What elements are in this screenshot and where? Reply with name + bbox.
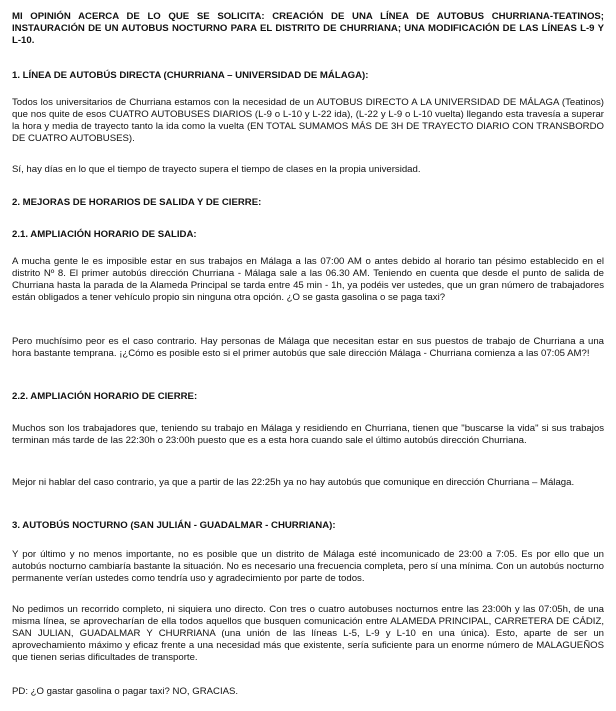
section-2-heading: 2. MEJORAS DE HORARIOS DE SALIDA Y DE CIERRE: [12, 197, 262, 208]
section-2-1-paragraph-1: A mucha gente le es imposible estar en sus trabajos en Málaga a las 07:00 AM o antes debido al horario tan pésimo establecido en el distrito Nº 8. El primer autobús dirección Churriana - Málaga sale a las 06.30 AM. Teniendo en cuenta que desde el punto de salida de Churriana hasta la parada de la Alameda Principal se tarda entre 45 min - 1h, ya podéis ver ustedes, que un gran número de trabajadores están obligados a tener vehículo propio sin ninguna otra opción. ¿O se gasta gasolina o se paga taxi? [12, 256, 604, 303]
section-2-1-heading: 2.1. AMPLIACIÓN HORARIO DE SALIDA: [12, 229, 197, 240]
section-3-heading: 3. AUTOBÚS NOCTURNO (SAN JULIÁN - GUADALMAR - CHURRIANA): [12, 520, 336, 531]
section-1-heading: 1. LÍNEA DE AUTOBÚS DIRECTA (CHURRIANA – UNIVERSIDAD DE MÁLAGA): [12, 70, 369, 81]
postscript: PD: ¿O gastar gasolina o pagar taxi? NO, GRACIAS. [12, 686, 239, 697]
section-2-1-paragraph-2: Pero muchísimo peor es el caso contrario. Hay personas de Málaga que necesitan estar en sus puestos de trabajo de Churriana a una hora bastante temprana. ¡¿Cómo es posible esto si el primer autobús que sale dirección Málaga - Churriana comienza a las 07:05 AM?! [12, 336, 604, 359]
document-title: MI OPINIÓN ACERCA DE LO QUE SE SOLICITA: CREACIÓN DE UNA LÍNEA DE AUTOBUS CHURRIANA-TEATINOS; INSTAURACIÓN DE UN AUTOBUS NOCTURNO PARA EL DISTRITO DE CHURRIANA; UNA MODIFICACIÓN DE LAS LÍNEAS L-9 Y L-10. [12, 11, 604, 46]
section-3-paragraph-2: No pedimos un recorrido completo, ni siquiera uno directo. Con tres o cuatro autobuses nocturnos entre las 23:00h y las 07:05h, de una misma línea, se aprovecharían de ella todos aquellos que busquen comunicación entre ALAMEDA PRINCIPAL, CARRETERA DE CÁDIZ, SAN JULIAN, GUADALMAR Y CHURRIANA (una unión de las líneas L-5, L-9 y L-10 en una única). Esto, aparte de ser un aprovechamiento máximo y eficaz frente a una necesidad más que existente, sería suficiente para un enorme número de MALAGUEÑOS que tienen serias dificultades de transporte. [12, 604, 604, 663]
section-2-2-paragraph-2: Mejor ni hablar del caso contrario, ya que a partir de las 22:25h ya no hay autobús que comunique en dirección Churriana – Málaga. [12, 477, 575, 488]
section-3-paragraph-1: Y por último y no menos importante, no es posible que un distrito de Málaga esté incomunicado de 23:00 a 7:05. Es por ello que un autobús nocturno cambiaría bastante la situación. No es necesario una frecuencia completa, pero sí una mínima. Con un autobús nocturno permanente verían ustedes como tendría uso y agradecimiento por parte de todos. [12, 549, 604, 584]
section-2-2-paragraph-1: Muchos son los trabajadores que, teniendo su trabajo en Málaga y residiendo en Churriana, tienen que "buscarse la vida" si sus trabajos terminan más tarde de las 22:30h o 23:00h puesto que es a esta hora cuando sale el último autobús dirección Churriana. [12, 423, 604, 446]
section-2-2-heading: 2.2. AMPLIACIÓN HORARIO DE CIERRE: [12, 391, 198, 402]
section-1-paragraph-1: Todos los universitarios de Churriana estamos con la necesidad de un AUTOBUS DIRECTO A LA UNIVERSIDAD DE MÁLAGA (Teatinos) que nos quite de esos CUATRO AUTOBUSES DIARIOS (L-9 o L-10 y L-22 ida), (L-22 y L-9 o L-10 vuelta) llegando esta travesía a superar la hora y media de trayecto tanto la ida como la vuelta (EN TOTAL SUMAMOS MÁS DE 3H DE TRAYECTO DIARIO CON TRANSBORDO DE CUATRO AUTOBUSES). [12, 97, 604, 144]
section-1-paragraph-2: Sí, hay días en lo que el tiempo de trayecto supera el tiempo de clases en la propia universidad. [12, 164, 421, 175]
